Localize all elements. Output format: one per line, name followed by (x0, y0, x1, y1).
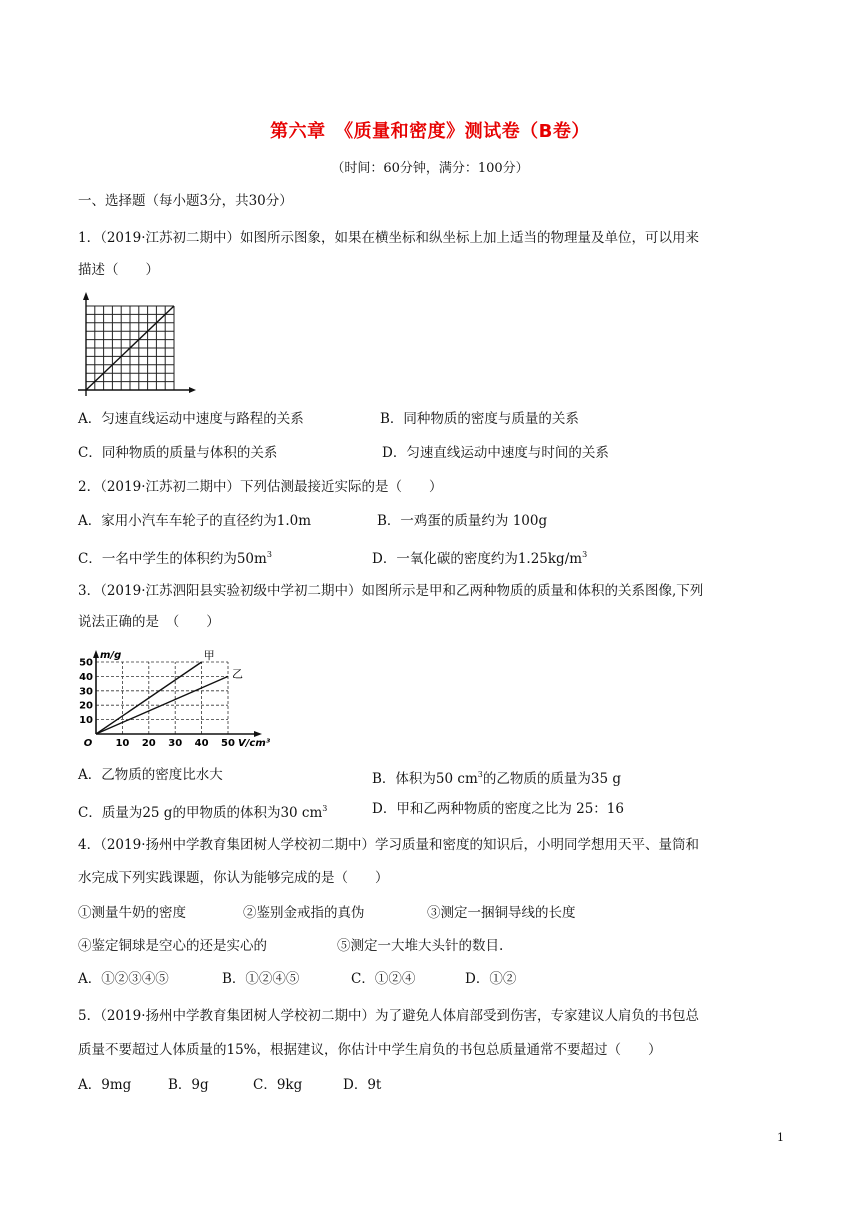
q3-option-b-text-2: 的乙物质的质量为35 g (482, 771, 621, 787)
q1-option-a[interactable]: A．匀速直线运动中速度与路程的关系 (78, 411, 304, 427)
q3-y-axis-label: m/g (100, 650, 122, 661)
q1-option-d[interactable]: D．匀速直线运动中速度与时间的关系 (382, 445, 609, 461)
q3-option-c-text: C．质量为25 g的甲物质的体积为30 cm (78, 805, 323, 821)
q1-x-arrow (189, 387, 196, 393)
q2-option-c-sup: 3 (266, 550, 272, 559)
q4-item-4: ④鉴定铜球是空心的还是实心的 (78, 938, 267, 954)
q4-option-b[interactable]: B．①②④⑤ (222, 971, 300, 987)
question-5-text: 5．（2019·扬州中学教育集团树人学校初二期中）为了避免人体肩部受到伤害，专家建议人肩负的书包总 (78, 1008, 699, 1024)
q5-option-b[interactable]: B．9g (168, 1077, 209, 1093)
page-number: 1 (777, 1131, 784, 1144)
question-1-text: 1．（2019·江苏初二期中）如图所示图象，如果在横坐标和纵坐标上加上适当的物理量及单位，可以用来 (78, 230, 699, 246)
q3-ytick-label: 10 (79, 715, 93, 727)
q2-option-d[interactable] (372, 545, 587, 569)
q3-xtick-label: 20 (141, 738, 156, 749)
q1-option-b[interactable]: B．同种物质的密度与质量的关系 (380, 411, 579, 427)
exam-info: （时间：60分钟，满分：100分） (331, 161, 529, 176)
q4-item-1: ①测量牛奶的密度 (78, 905, 186, 921)
q3-xtick-label: 10 (115, 738, 130, 749)
q2-option-a[interactable]: A．家用小汽车车轮子的直径约为1.0m (78, 513, 312, 529)
q1-option-c[interactable]: C．同种物质的质量与体积的关系 (78, 445, 278, 461)
q3-option-b[interactable] (372, 765, 621, 789)
q5-option-a[interactable]: A．9mg (78, 1077, 132, 1093)
q4-option-c[interactable]: C．①②④ (351, 971, 416, 987)
q3-option-c[interactable] (78, 799, 327, 823)
question-3-chart (72, 648, 272, 752)
page-title: 第六章 《质量和密度》测试卷（B卷） (270, 121, 590, 142)
q2-option-c[interactable] (78, 545, 272, 569)
q2-option-d-sup: 3 (582, 550, 588, 559)
q3-y-arrow (93, 650, 99, 658)
q3-series-yi-label: 乙 (232, 667, 243, 681)
q4-item-2: ②鉴别金戒指的真伪 (243, 905, 365, 921)
q3-option-b-text: B．体积为50 cm (372, 771, 478, 787)
question-3-text: 3．（2019·江苏泗阳县实验初级中学初二期中）如图所示是甲和乙两种物质的质量和体积的关系图像,下列 (78, 583, 704, 599)
q3-origin-label: O (83, 738, 93, 749)
q4-item-5: ⑤测定一大堆大头针的数目. (337, 938, 504, 954)
q3-ytick-label: 40 (79, 671, 93, 683)
q2-option-b[interactable]: B．一鸡蛋的质量约为 100g (377, 513, 548, 529)
q3-option-a[interactable]: A．乙物质的密度比水大 (78, 767, 223, 783)
section-heading: 一、选择题（每小题3分，共30分） (78, 193, 293, 209)
q4-option-d[interactable]: D．①② (465, 971, 517, 987)
q5-option-c[interactable]: C．9kg (253, 1077, 303, 1093)
question-2-text: 2．（2019·江苏初二期中）下列估测最接近实际的是（ ） (78, 479, 443, 495)
q2-option-c-text: C．一名中学生的体积约为50m (78, 551, 267, 567)
question-1-text-cont: 描述（ ） (78, 262, 159, 278)
q3-ytick-label: 50 (79, 657, 93, 669)
question-3-text-cont: 说法正确的是 （ ） (78, 614, 220, 630)
q3-option-d[interactable]: D．甲和乙两种物质的密度之比为 25：16 (372, 801, 624, 817)
q4-item-3: ③测定一捆铜导线的长度 (427, 905, 576, 921)
q3-ytick-label: 20 (79, 700, 93, 712)
q1-y-arrow (83, 292, 89, 300)
q3-x-axis-label: V/cm³ (238, 738, 271, 749)
question-4-text-cont: 水完成下列实践课题，你认为能够完成的是（ ） (78, 870, 389, 886)
q3-x-arrow (254, 731, 262, 737)
q3-xtick-label: 30 (168, 738, 183, 749)
question-5-text-cont: 质量不要超过人体质量的15%，根据建议，你估计中学生肩负的书包总质量通常不要超过（ ） (78, 1042, 662, 1058)
q3-ytick-label: 30 (79, 686, 93, 698)
q5-option-d[interactable]: D．9t (343, 1077, 382, 1093)
q3-xtick-label: 40 (194, 738, 209, 749)
q3-xtick-label: 50 (221, 738, 235, 749)
question-1-graph (70, 290, 200, 400)
q3-series-jia-label: 甲 (203, 649, 215, 662)
q3-option-b-sup: 3 (477, 770, 483, 779)
question-4-text: 4．（2019·扬州中学教育集团树人学校初二期中）学习质量和密度的知识后，小明同学想用天平、量筒和 (78, 837, 699, 853)
q2-option-d-text: D．一氧化碳的密度约为1.25kg/m (372, 551, 583, 567)
q4-option-a[interactable]: A．①②③④⑤ (78, 971, 169, 987)
q3-option-c-sup: 3 (322, 804, 328, 813)
